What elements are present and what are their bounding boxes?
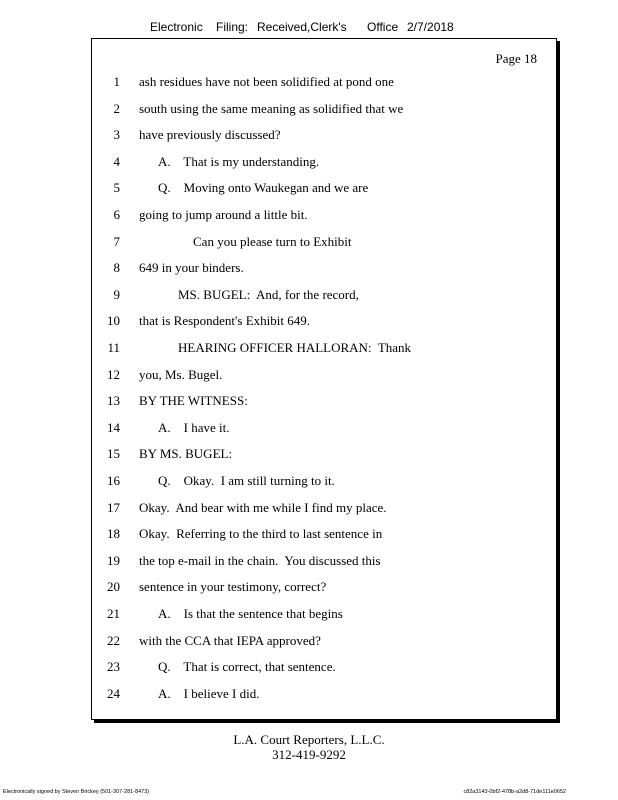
line-text: sentence in your testimony, correct?: [139, 579, 327, 595]
header-word-office: Office: [367, 20, 399, 34]
page-number: Page 18: [495, 51, 537, 66]
transcript-line: [92, 633, 556, 653]
line-text: going to jump around a little bit.: [139, 207, 308, 222]
transcript-line: [92, 526, 556, 546]
header-word-received-clerks: Received,Clerk's: [257, 20, 347, 34]
line-number: 19: [107, 552, 120, 568]
transcript-line: [92, 313, 556, 333]
line-number: 12: [107, 366, 120, 382]
line-text: south using the same meaning as solidified that we: [139, 100, 404, 116]
line-number: 4: [113, 153, 120, 169]
electronic-signature: Electronically signed by Steven Brickey (501-307-281-8473): [3, 789, 150, 795]
header-word-filing: Filing:: [216, 20, 249, 34]
line-text: Okay. Referring to the third to last sentence in: [139, 526, 383, 542]
document-hash: c82a3143-0bf2-478b-a2d8-71de111e0652: [463, 789, 566, 795]
transcript-line: [92, 446, 556, 466]
line-text: 649 in your binders.: [139, 260, 244, 276]
line-number: 14: [107, 419, 120, 435]
line-number: 23: [107, 659, 120, 675]
reporter-company: L.A. Court Reporters, L.L.C.: [233, 732, 385, 747]
transcript-line: [92, 579, 556, 599]
line-number: 18: [107, 526, 120, 542]
transcript-line: [92, 74, 556, 94]
line-number: 16: [107, 473, 120, 488]
transcript-line: [92, 473, 556, 493]
line-number: 11: [107, 340, 120, 355]
line-number: 22: [107, 632, 120, 648]
line-number: 7: [113, 233, 120, 249]
line-text: BY MS. BUGEL:: [139, 446, 233, 462]
line-text: with the CCA that IEPA approved?: [139, 632, 321, 648]
line-text: you, Ms. Bugel.: [139, 366, 223, 382]
transcript-line: [92, 659, 556, 679]
line-text: A. That is my understanding.: [158, 153, 320, 169]
transcript-line: [92, 553, 556, 573]
transcript-line: [92, 367, 556, 387]
line-text: BY THE WITNESS:: [139, 393, 248, 409]
reporter-phone: 312-419-9292: [272, 747, 346, 762]
line-number: 5: [113, 180, 120, 196]
transcript-line: [92, 420, 556, 440]
line-number: 13: [107, 393, 120, 409]
line-number: 20: [107, 579, 120, 595]
line-text: A. I believe I did.: [158, 685, 260, 701]
transcript-line: [92, 340, 556, 360]
line-text: Q. Okay. I am still turning to it.: [158, 473, 335, 488]
line-text: have previously discussed?: [139, 127, 281, 143]
line-number: 8: [113, 260, 120, 276]
header-word-electronic: Electronic: [150, 20, 203, 34]
line-text: A. I have it.: [158, 419, 230, 435]
line-text: that is Respondent's Exhibit 649.: [139, 313, 310, 329]
transcript-line: [92, 234, 556, 254]
transcript-line: [92, 686, 556, 706]
line-number: 6: [113, 207, 120, 222]
transcript-line: [92, 207, 556, 227]
line-text: ash residues have not been solidified at pond one: [139, 74, 394, 89]
line-text: A. Is that the sentence that begins: [158, 606, 343, 621]
transcript-line: [92, 260, 556, 280]
line-text: HEARING OFFICER HALLORAN: Thank: [178, 340, 412, 355]
transcript-line: [92, 154, 556, 174]
line-number: 15: [107, 446, 120, 462]
line-text: Q. Moving onto Waukegan and we are: [158, 180, 369, 196]
line-number: 17: [107, 499, 120, 515]
line-number: 2: [113, 100, 120, 116]
line-number: 1: [113, 74, 120, 89]
transcript-line: [92, 393, 556, 413]
transcript-line: [92, 287, 556, 307]
line-number: 24: [107, 685, 120, 701]
transcript-line: [92, 101, 556, 121]
header-date: 2/7/2018: [407, 20, 454, 34]
line-number: 9: [113, 286, 120, 302]
line-number: 10: [107, 313, 120, 329]
line-text: Can you please turn to Exhibit: [193, 233, 352, 249]
transcript-page: [91, 38, 557, 720]
transcript-line: [92, 127, 556, 147]
line-text: MS. BUGEL: And, for the record,: [178, 286, 359, 302]
line-number: 21: [107, 606, 120, 621]
line-text: Okay. And bear with me while I find my place.: [139, 499, 387, 515]
transcript-line: [92, 500, 556, 520]
line-text: the top e-mail in the chain. You discussed this: [139, 552, 381, 568]
transcript-line: [92, 180, 556, 200]
line-number: 3: [113, 127, 120, 143]
transcript-line: [92, 606, 556, 626]
line-text: Q. That is correct, that sentence.: [158, 659, 336, 675]
